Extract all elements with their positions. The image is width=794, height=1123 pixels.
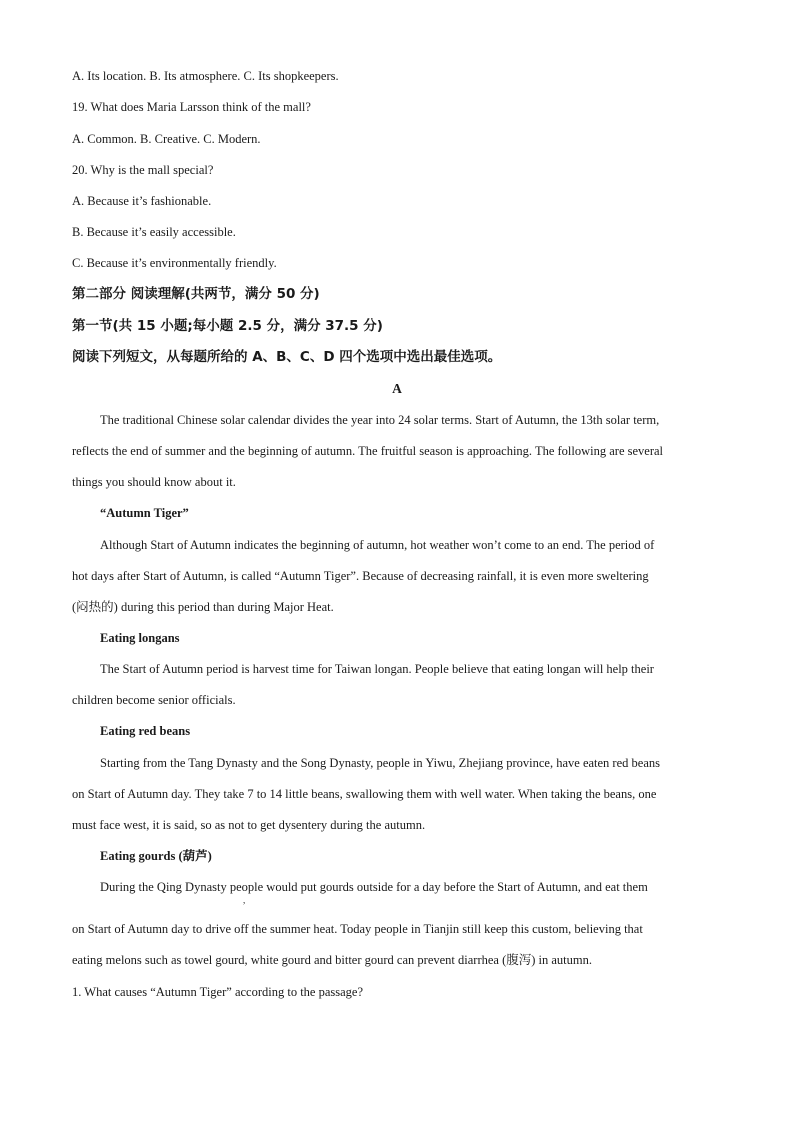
longans-line-1: The Start of Autumn period is harvest time for Taiwan longan. People believe that eating longan will help their <box>100 662 654 676</box>
q20-question: 20. Why is the mall special? <box>72 163 214 177</box>
q19-question: 19. What does Maria Larsson think of the mall? <box>72 100 311 114</box>
gourds-line-3: eating melons such as towel gourd, white gourd and bitter gourd can prevent diarrhea (腹泻) in autumn. <box>72 953 592 967</box>
instruction: 阅读下列短文，从每题所给的 A、B、C、D 四个选项中选出最佳选项。 <box>72 349 502 365</box>
intro-line-3: things you should know about it. <box>72 475 236 489</box>
stray-comma: , <box>243 895 246 905</box>
beans-line-2: on Start of Autumn day. They take 7 to 14 little beans, swallowing them with well water. When taking the beans, one <box>72 787 657 801</box>
beans-line-3: must face west, it is said, so as not to get dysentery during the autumn. <box>72 818 426 832</box>
intro-line-2: reflects the end of summer and the beginning of autumn. The fruitful season is approaching. The following are several <box>72 444 664 458</box>
q20-option-c: C. Because it’s environmentally friendly. <box>72 256 277 270</box>
beans-line-1: Starting from the Tang Dynasty and the Song Dynasty, people in Yiwu, Zhejiang province, have eaten red beans <box>100 756 660 770</box>
part2-heading: 第二部分 阅读理解(共两节，满分 50 分) <box>72 286 320 302</box>
q20-option-a: A. Because it’s fashionable. <box>72 194 212 208</box>
section1-heading: 第一节(共 15 小题;每小题 2.5 分，满分 37.5 分) <box>72 318 383 334</box>
tiger-line-2: hot days after Start of Autumn, is called “Autumn Tiger”. Because of decreasing rainfall, it is even more sweltering <box>72 569 649 583</box>
gourds-line-2: on Start of Autumn day to drive off the summer heat. Today people in Tianjin still keep this custom, believing that <box>72 922 643 936</box>
longans-line-2: children become senior officials. <box>72 693 236 707</box>
intro-line-1: The traditional Chinese solar calendar divides the year into 24 solar terms. Start of Autumn, the 13th solar term, <box>100 413 660 427</box>
q18-options: A. Its location. B. Its atmosphere. C. Its shopkeepers. <box>72 69 339 83</box>
tiger-line-3: (闷热的) during this period than during Major Heat. <box>72 600 334 614</box>
red-beans-heading: Eating red beans <box>100 724 191 738</box>
longans-heading: Eating longans <box>100 631 180 645</box>
q1-question: 1. What causes “Autumn Tiger” according to the passage? <box>72 985 364 999</box>
tiger-line-1: Although Start of Autumn indicates the beginning of autumn, hot weather won’t come to an end. The period of <box>100 538 655 552</box>
passage-label: A <box>392 381 402 396</box>
gourds-line-1: During the Qing Dynasty people would put gourds outside for a day before the Start of Autumn, and eat them <box>100 880 648 894</box>
q19-options: A. Common. B. Creative. C. Modern. <box>72 132 261 146</box>
gourds-heading: Eating gourds (葫芦) <box>100 849 212 863</box>
q20-option-b: B. Because it’s easily accessible. <box>72 225 236 239</box>
autumn-tiger-heading: “Autumn Tiger” <box>100 506 189 520</box>
